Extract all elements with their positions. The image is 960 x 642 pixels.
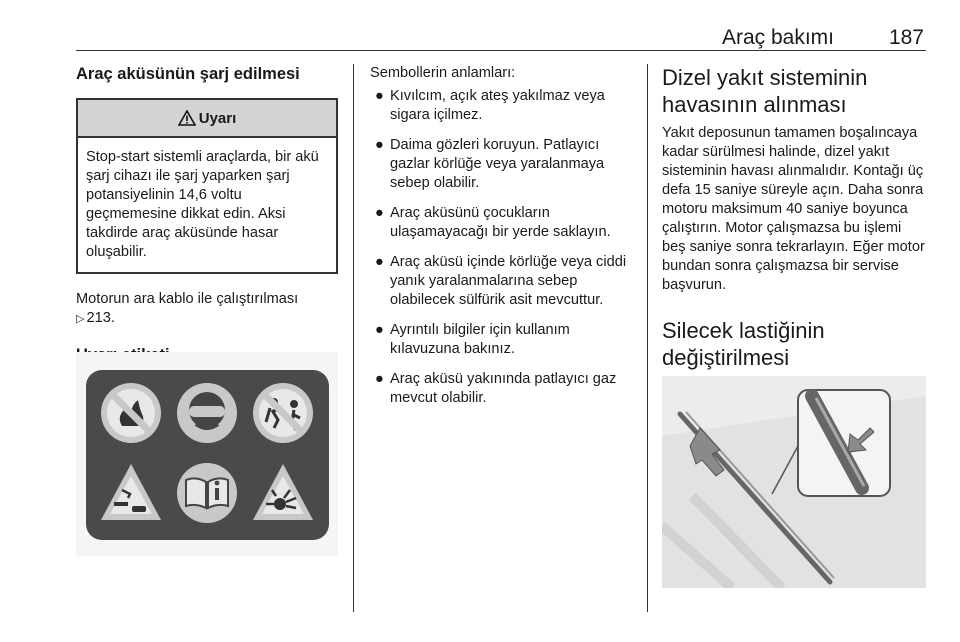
list-item-text: Daima gözleri koruyun. Patlayıcı gazlar körlüğe veya yaralanmaya sebep olabilir.	[390, 137, 605, 191]
warning-body: Stop-start sistemli araçlarda, bir akü şarj cihazı ile şarj yaparken şarj potansiyelinin 14,6 voltu geçmemesine dikkat edin. Aksi takdirde araç aküsünde hasar oluşabilir.	[86, 149, 319, 260]
list-item	[370, 136, 634, 193]
warning-header	[78, 100, 336, 138]
column-divider-2	[647, 64, 648, 612]
column-1	[76, 64, 338, 365]
battery-charging-heading: Araç aküsünün şarj edilmesi	[76, 65, 300, 83]
wiper-blade-heading: Silecek lastiğinin değiştirilmesi	[662, 318, 825, 370]
list-item	[370, 321, 634, 359]
acid-corrosive-icon	[98, 460, 164, 526]
jump-start-text: Motorun ara kablo ile çalıştırılması	[76, 291, 299, 307]
page-number: 187	[888, 26, 924, 49]
warning-label-panel	[86, 370, 329, 540]
warning-title: Uyarı	[198, 109, 237, 127]
bullet-dot-icon: ●	[375, 322, 384, 338]
list-item-text: Araç aküsünü çocukların ulaşamayacağı bir yerde saklayın.	[390, 205, 611, 240]
wiper-blade-drawing	[662, 376, 926, 588]
chapter-title: Araç bakımı	[721, 26, 834, 49]
wiper-blade-illustration	[662, 376, 926, 588]
diesel-bleeding-text: Yakıt deposunun tamamen boşalıncaya kadar sürülmesi halinde, dizel yakıt sisteminin havası alınmalıdır. Kontağı üç defa 15 saniye süreyle açın. Daha sonra motoru maksimum 40 saniye boyunca çalıştırın. Motor çalışmazsa bu işlemi beş saniye sonra tekrarlayın. Eğer motor bundan sonra çalışmazsa bir servise başvurun.	[662, 125, 925, 293]
list-item	[370, 370, 634, 408]
symbols-intro: Sembollerin anlamları:	[370, 65, 516, 81]
header-divider	[76, 50, 926, 51]
list-item-text: Araç aküsü içinde körlüğe veya ciddi yanık yaralanmalarına sebep olabilecek sülfürik asit mevcuttur.	[390, 254, 627, 308]
bullet-dot-icon: ●	[375, 137, 384, 153]
column-3	[662, 64, 926, 371]
bullet-dot-icon: ●	[375, 88, 384, 104]
jump-start-page-ref[interactable]: 213.	[86, 310, 115, 326]
list-item-text: Ayrıntılı bilgiler için kullanım kılavuzuna bakınız.	[390, 322, 570, 357]
list-item	[370, 204, 634, 242]
list-item-text: Araç aküsü yakınında patlayıcı gaz mevcut olabilir.	[390, 371, 617, 406]
bullet-dot-icon: ●	[375, 205, 384, 221]
bullet-dot-icon: ●	[375, 254, 384, 270]
warning-box	[76, 98, 338, 274]
keep-away-children-icon	[250, 380, 316, 446]
warning-label-image	[76, 352, 338, 556]
read-manual-icon	[174, 460, 240, 526]
explosive-icon	[250, 460, 316, 526]
list-item-text: Kıvılcım, açık ateş yakılmaz veya sigara içilmez.	[390, 88, 605, 123]
arrow-reference-icon: ▷	[76, 313, 85, 325]
diesel-bleeding-heading: Dizel yakıt sisteminin havasının alınması	[662, 65, 868, 117]
bullet-dot-icon: ●	[375, 371, 384, 387]
eye-protection-icon	[174, 380, 240, 446]
column-divider-1	[353, 64, 354, 612]
jump-start-reference	[76, 290, 338, 329]
page-header	[76, 26, 926, 50]
warning-triangle-icon	[178, 110, 196, 126]
column-2	[370, 64, 634, 419]
list-item	[370, 253, 634, 310]
symbol-meanings-list	[370, 87, 634, 408]
list-item	[370, 87, 634, 125]
no-fire-icon	[98, 380, 164, 446]
